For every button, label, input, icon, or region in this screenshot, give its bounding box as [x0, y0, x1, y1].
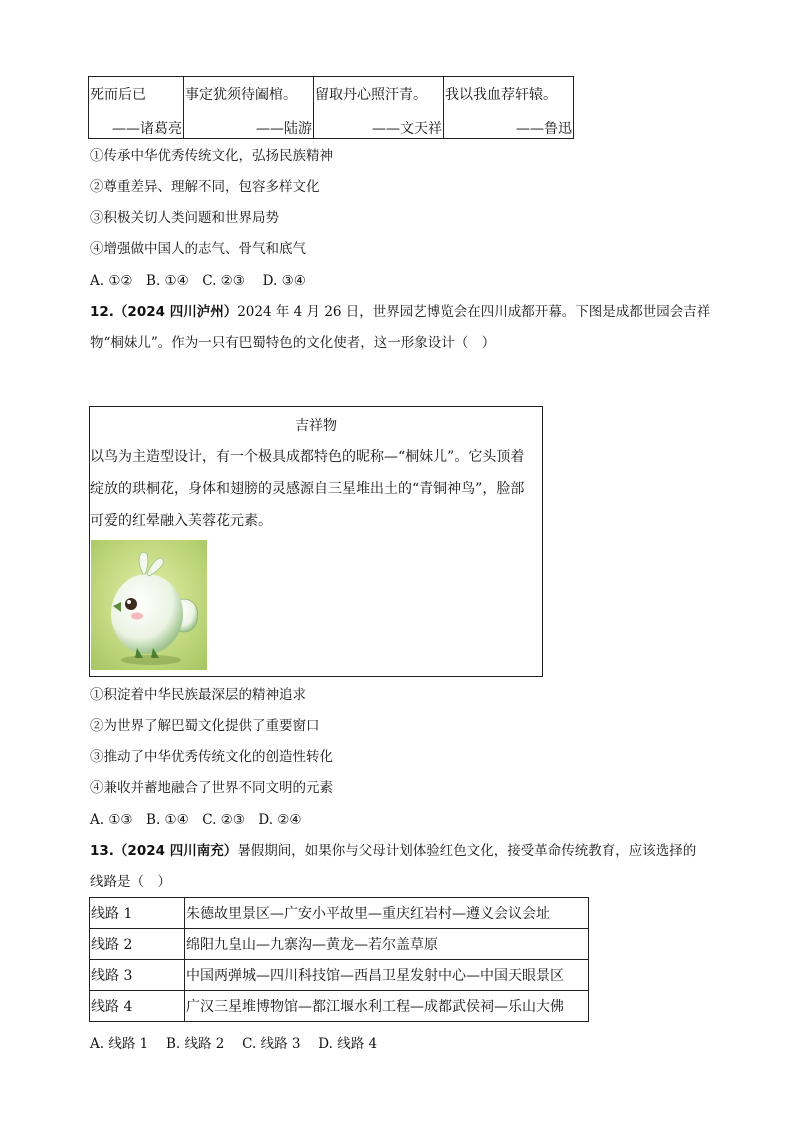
- q12-source: （2024 四川泸州）: [113, 304, 238, 320]
- q12-option-1: ①积淀着中华民族最深层的精神追求: [90, 687, 306, 703]
- q11-option-2: ②尊重差异、理解不同，包容多样文化: [90, 179, 320, 195]
- q12-stem: 12.（2024 四川泸州）2024 年 4 月 26 日，世界园艺博览会在四川成都开幕。下图是成都世园会吉祥: [90, 304, 711, 320]
- route-name: 线路 3: [90, 960, 185, 991]
- q11-option-3: ③积极关切人类问题和世界局势: [90, 210, 279, 226]
- table-row: [90, 898, 589, 929]
- quote-cell: 死而后已 ——诸葛亮: [89, 77, 184, 139]
- q11-answers: A. ①② B. ①④ C. ②③ D. ③④: [90, 273, 306, 289]
- mascot-description: 以鸟为主造型设计，有一个极具成都特色的昵称—“桐妹儿”。它头顶着 绽放的珙桐花，身体和翅膀的灵感源自三星堆出土的“青铜神鸟”，脸部 可爱的红晕融入芙蓉花元素。: [90, 449, 525, 529]
- mascot-image: [91, 540, 207, 670]
- route-name: 线路 1: [90, 898, 185, 929]
- q12-option-4: ④兼收并蓄地融合了世界不同文明的元素: [90, 780, 333, 796]
- route-name: 线路 2: [90, 929, 185, 960]
- q13-source: （2024 四川南充）: [113, 843, 238, 859]
- q12-number: 12.: [90, 304, 114, 320]
- route-table: [89, 897, 589, 1022]
- route-stops: 中国两弹城—四川科技馆—西昌卫星发射中心—中国天眼景区: [185, 960, 589, 991]
- table-row: [90, 960, 589, 991]
- quote-table: [88, 76, 574, 139]
- q13-number: 13.: [90, 843, 114, 859]
- quote-cell: 事定犹须待阖棺。 ——陆游: [184, 77, 314, 139]
- route-stops: 广汉三星堆博物馆—都江堰水利工程—成都武侯祠—乐山大佛: [185, 991, 589, 1022]
- q13-stem: 13.（2024 四川南充）暑假期间，如果你与父母计划体验红色文化，接受革命传统教育，应该选择的: [90, 843, 697, 859]
- q11-option-1: ①传承中华优秀传统文化，弘扬民族精神: [90, 148, 333, 164]
- quote-cell: 我以我血荐轩辕。 ——鲁迅: [444, 77, 574, 139]
- mascot-box: [89, 406, 543, 677]
- q12-option-3: ③推动了中华优秀传统文化的创造性转化: [90, 749, 333, 765]
- table-row: [90, 991, 589, 1022]
- q12-option-2: ②为世界了解巴蜀文化提供了重要窗口: [90, 718, 320, 734]
- quote-cell: 留取丹心照汗青。 ——文天祥: [314, 77, 444, 139]
- route-stops: 绵阳九皇山—九寨沟—黄龙—若尔盖草原: [185, 929, 589, 960]
- q11-option-4: ④增强做中国人的志气、骨气和底气: [90, 241, 306, 257]
- q13-stem-line2: 线路是（ ）: [90, 874, 171, 890]
- q13-answers: A. 线路 1 B. 线路 2 C. 线路 3 D. 线路 4: [90, 1036, 378, 1052]
- table-row: [90, 929, 589, 960]
- route-stops: 朱德故里景区—广安小平故里—重庆红岩村—遵义会议会址: [185, 898, 589, 929]
- q12-stem-line2: 物“桐妹儿”。作为一只有巴蜀特色的文化使者，这一形象设计（ ）: [90, 335, 496, 351]
- mascot-box-title: 吉祥物: [295, 418, 337, 434]
- route-name: 线路 4: [90, 991, 185, 1022]
- q12-answers: A. ①③ B. ①④ C. ②③ D. ②④: [90, 812, 302, 828]
